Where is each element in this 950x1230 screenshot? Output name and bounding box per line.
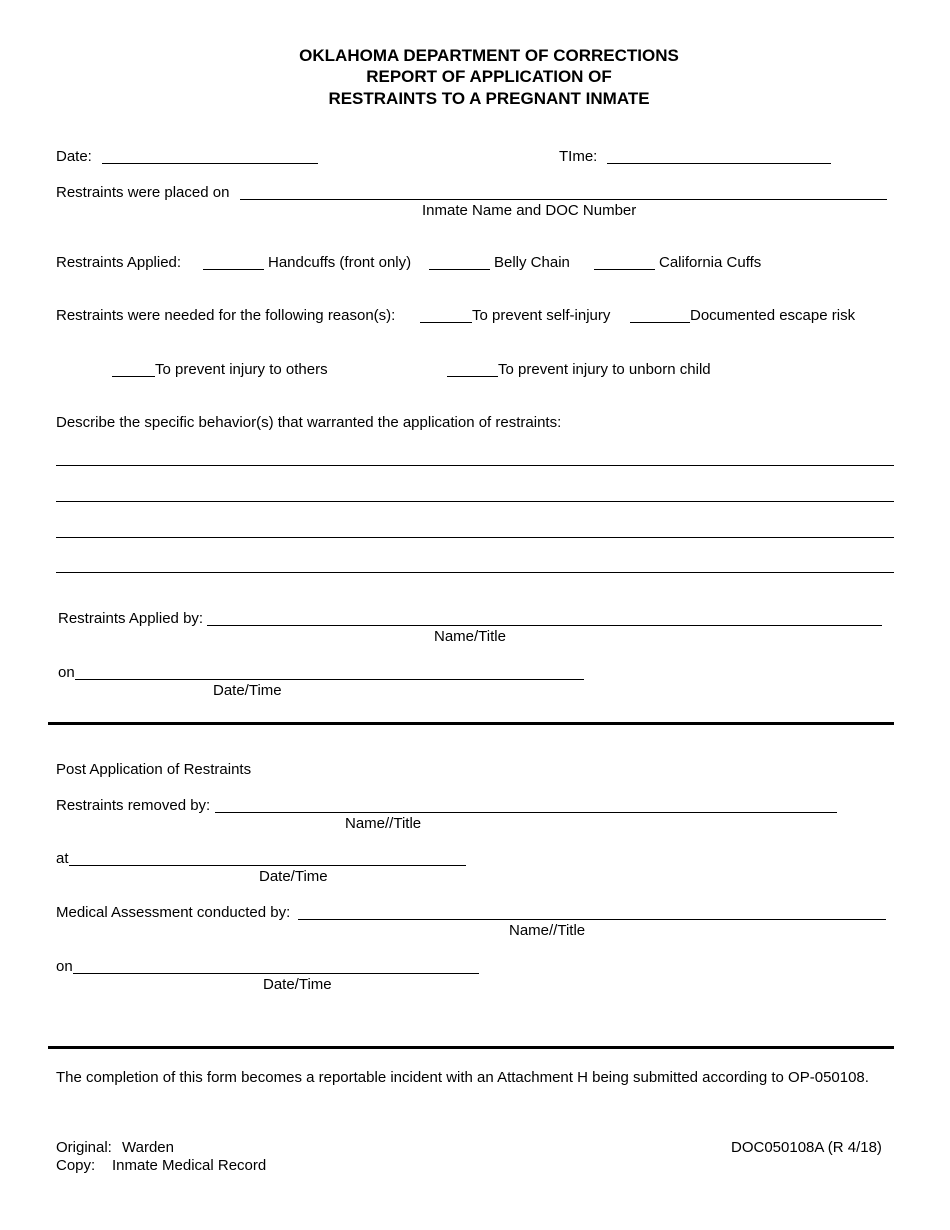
applied-on-caption: Date/Time xyxy=(213,682,282,699)
reportable-incident-notice: The completion of this form becomes a reportable incident with an Attachment H being submitted according to OP-050108. xyxy=(56,1069,869,1086)
behavior-line-1[interactable] xyxy=(56,465,894,466)
medical-assessment-field[interactable] xyxy=(298,919,886,920)
original-value: Warden xyxy=(122,1139,174,1156)
date-label: Date: xyxy=(56,148,92,165)
injury-others-checkline[interactable] xyxy=(112,376,155,377)
applied-by-field[interactable] xyxy=(207,625,882,626)
behavior-line-3[interactable] xyxy=(56,537,894,538)
removed-at-field[interactable] xyxy=(69,865,466,866)
time-field[interactable] xyxy=(607,163,831,164)
section-divider xyxy=(48,722,894,725)
reason-unborn-child: To prevent injury to unborn child xyxy=(498,361,711,378)
date-field[interactable] xyxy=(102,163,318,164)
form-title-line-3: RESTRAINTS TO A PREGNANT INMATE xyxy=(328,89,650,108)
copy-label: Copy: xyxy=(56,1157,96,1174)
medical-on-label: on xyxy=(56,958,73,975)
self-injury-checkline[interactable] xyxy=(420,322,472,323)
removed-by-field[interactable] xyxy=(215,812,837,813)
medical-on-caption: Date/Time xyxy=(263,976,332,993)
reason-injury-others: To prevent injury to others xyxy=(155,361,328,378)
removed-at-label: at xyxy=(56,850,69,867)
describe-behavior-label: Describe the specific behavior(s) that warranted the application of restraints: xyxy=(56,414,562,431)
original-label: Original: xyxy=(56,1139,112,1156)
reason-self-injury: To prevent self-injury xyxy=(472,307,611,324)
copy-value: Inmate Medical Record xyxy=(112,1157,267,1174)
removed-at-caption: Date/Time xyxy=(259,868,328,885)
medical-assessment-caption: Name//Title xyxy=(509,922,586,939)
applied-by-caption: Name/Title xyxy=(434,628,506,645)
placed-on-label: Restraints were placed on xyxy=(56,184,230,201)
post-application-heading: Post Application of Restraints xyxy=(56,761,252,778)
belly-chain-checkline[interactable] xyxy=(429,269,490,270)
reasons-label: Restraints were needed for the following reason(s): xyxy=(56,307,396,324)
time-label: TIme: xyxy=(559,148,598,165)
handcuffs-option: Handcuffs (front only) xyxy=(268,254,412,271)
restraints-applied-label: Restraints Applied: xyxy=(56,254,182,271)
unborn-child-checkline[interactable] xyxy=(447,376,498,377)
medical-on-field[interactable] xyxy=(73,973,479,974)
medical-assessment-label: Medical Assessment conducted by: xyxy=(56,904,291,921)
form-title-line-2: REPORT OF APPLICATION OF xyxy=(366,67,612,86)
california-cuffs-checkline[interactable] xyxy=(594,269,655,270)
form-code: DOC050108A (R 4/18) xyxy=(731,1139,882,1156)
inmate-name-field[interactable] xyxy=(240,199,887,200)
form-title-line-1: OKLAHOMA DEPARTMENT OF CORRECTIONS xyxy=(299,46,679,65)
reason-escape-risk: Documented escape risk xyxy=(690,307,856,324)
removed-by-caption: Name//Title xyxy=(345,815,422,832)
removed-by-label: Restraints removed by: xyxy=(56,797,211,814)
behavior-line-4[interactable] xyxy=(56,572,894,573)
belly-chain-option: Belly Chain xyxy=(494,254,570,271)
footer-divider xyxy=(48,1046,894,1049)
handcuffs-checkline[interactable] xyxy=(203,269,264,270)
inmate-caption: Inmate Name and DOC Number xyxy=(422,202,637,219)
escape-risk-checkline[interactable] xyxy=(630,322,690,323)
applied-on-field[interactable] xyxy=(75,679,584,680)
california-cuffs-option: California Cuffs xyxy=(659,254,762,271)
behavior-line-2[interactable] xyxy=(56,501,894,502)
applied-on-label: on xyxy=(58,664,75,681)
applied-by-label: Restraints Applied by: xyxy=(58,610,204,627)
